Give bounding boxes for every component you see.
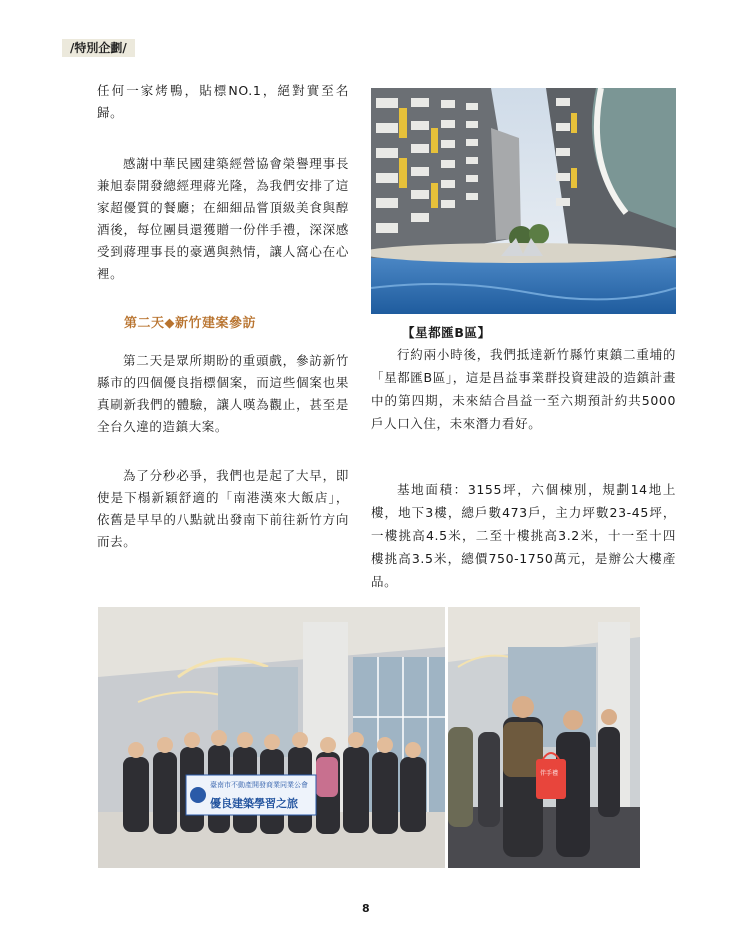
project-caption: 【星都匯B區】: [402, 325, 491, 340]
paragraph-3: 第二天是眾所期盼的重頭戲，參訪新竹縣市的四個優良指標個案，而這些個案也果真刷新我們的體驗，讓人嘆為觀止，甚至是全台久違的造鎮大案。: [97, 353, 349, 434]
section-tag: /特別企劃/: [62, 39, 135, 57]
gift-bag-text: 伴手禮: [540, 770, 559, 777]
paragraph-1: 任何一家烤鴨，貼標NO.1，絕對實至名歸。: [97, 83, 349, 120]
banner-line-1: 臺南市不動產開發商業同業公會: [210, 781, 308, 789]
group-photo: [98, 607, 445, 868]
paragraph-2: 感謝中華民國建築經營協會榮譽理事長兼旭泰開發總經理蔣光隆，為我們安排了這家超優質的餐廳；在細細品嘗頂級美食與醇酒後，每位團員還獲贈一份伴手禮，深深感受到蔣理事長的豪邁與熱情，讓人窩心在心裡。: [97, 156, 349, 281]
banner-line-2: 優良建築學習之旅: [210, 797, 298, 810]
project-paragraph-1: 行約兩小時後，我們抵達新竹縣竹東鎮二重埔的「星都匯B區」，這是昌益事業群投資建設的造鎮計畫中的第四期，未來結合昌益一至六期預計約共5000戶人口入住，未來潛力看好。: [371, 347, 676, 431]
gift-photo: [448, 607, 640, 868]
section-heading: 第二天◆新竹建案參訪: [124, 316, 256, 331]
paragraph-4: 為了分秒必爭，我們也是起了大早，即使是下榻新穎舒適的「南港漢來大飯店」，依舊是早早的八點就出發南下前往新竹方向而去。: [97, 468, 349, 549]
building-pool-photo: [371, 88, 676, 314]
page-number: 8: [362, 902, 370, 915]
project-paragraph-2: 基地面積：3155坪，六個棟別，規劃14地上樓，地下3樓，總戶數473戶，主力坪數23-45坪，一樓挑高4.5米，二至十樓挑高3.2米，十一至十四樓挑高3.5米，總價750-1750萬元，是辦公大樓產品。: [371, 482, 676, 589]
